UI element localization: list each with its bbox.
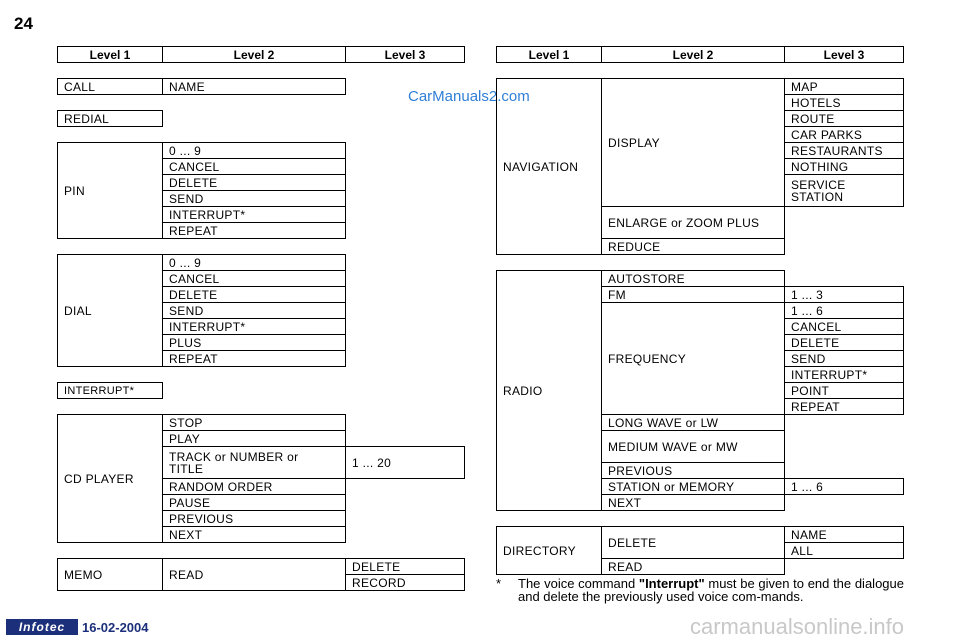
memo-read-cell: READ (162, 558, 346, 591)
infotec-logo: Infotec (6, 619, 78, 635)
right-header-level2: Level 2 (601, 46, 785, 63)
pin-cell: PIN (57, 142, 163, 239)
autostore-cell: AUTOSTORE (601, 270, 785, 287)
service-line1: SERVICE (791, 177, 846, 192)
freq-item: INTERRUPT* (784, 366, 904, 383)
call-cell: CALL (57, 78, 163, 95)
pin-item: INTERRUPT* (162, 206, 346, 223)
left-header-level3: Level 3 (345, 46, 465, 63)
freq-item: 1 ... 6 (784, 302, 904, 319)
dial-item: INTERRUPT* (162, 318, 346, 335)
dial-item: SEND (162, 302, 346, 319)
call-name-cell: NAME (162, 78, 346, 95)
site-watermark: carmanualsonline.info (690, 614, 905, 639)
directory-read-cell: READ (601, 558, 785, 575)
directory-delete-item: ALL (784, 542, 904, 559)
cd-item: PREVIOUS (162, 510, 346, 527)
footnote-star: * (496, 576, 502, 591)
station-range: 1 ... 6 (784, 478, 904, 495)
directory-cell: DIRECTORY (496, 526, 602, 575)
footnote-bold: "Interrupt" (638, 576, 705, 591)
station-memory-cell: STATION or MEMORY (601, 478, 785, 495)
right-header-level1: Level 1 (496, 46, 602, 63)
freq-item: SEND (784, 350, 904, 367)
redial-cell: REDIAL (57, 110, 163, 127)
footer-date: 16-02-2004 (82, 620, 149, 635)
navigation-cell: NAVIGATION (496, 78, 602, 255)
pin-item: DELETE (162, 174, 346, 191)
enlarge-cell: ENLARGE or ZOOM PLUS (601, 206, 785, 239)
left-header-level1: Level 1 (57, 46, 163, 63)
dial-item: DELETE (162, 286, 346, 303)
display-item: CAR PARKS (784, 126, 904, 143)
fm-cell: FM (601, 286, 785, 303)
display-item: RESTAURANTS (784, 142, 904, 159)
footnote-text-after: must be given to end the dialogue and delete the previously used voice com-mands. (518, 576, 904, 604)
cd-track-range: 1 ... 20 (345, 446, 465, 479)
directory-delete-item: NAME (784, 526, 904, 543)
cd-item: PLAY (162, 430, 346, 447)
cd-item: NEXT (162, 526, 346, 543)
dial-cell: DIAL (57, 254, 163, 367)
footnote-text-before: The voice command (518, 576, 639, 591)
pin-item: CANCEL (162, 158, 346, 175)
frequency-cell: FREQUENCY (601, 302, 785, 415)
watermark: CarManuals2.com (408, 88, 530, 105)
dial-item: CANCEL (162, 270, 346, 287)
dial-item: 0 ... 9 (162, 254, 346, 271)
cd-track-line1: TRACK or NUMBER or (169, 449, 299, 464)
memo-item: DELETE (345, 558, 465, 575)
display-cell: DISPLAY (601, 78, 785, 207)
radio-cell: RADIO (496, 270, 602, 511)
page-number: 24 (14, 14, 33, 33)
display-item: NOTHING (784, 158, 904, 175)
radio-next-cell: NEXT (601, 494, 785, 511)
interrupt-cell: INTERRUPT* (57, 382, 163, 399)
dial-item: REPEAT (162, 350, 346, 367)
footnote-text (518, 577, 904, 603)
display-item: ROUTE (784, 110, 904, 127)
long-wave-cell: LONG WAVE or LW (601, 414, 785, 431)
memo-item: RECORD (345, 574, 465, 591)
service-line2: STATION (791, 189, 844, 204)
directory-delete-cell: DELETE (601, 526, 785, 559)
cd-track-line2: TITLE (169, 461, 204, 476)
right-header-level3: Level 3 (784, 46, 904, 63)
memo-cell: MEMO (57, 558, 163, 591)
display-item: HOTELS (784, 94, 904, 111)
pin-item: REPEAT (162, 222, 346, 239)
radio-previous-cell: PREVIOUS (601, 462, 785, 479)
cd-player-cell: CD PLAYER (57, 414, 163, 543)
dial-item: PLUS (162, 334, 346, 351)
pin-item: 0 ... 9 (162, 142, 346, 159)
left-header-level2: Level 2 (162, 46, 346, 63)
fm-range: 1 ... 3 (784, 286, 904, 303)
cd-track-cell (162, 446, 346, 479)
freq-item: DELETE (784, 334, 904, 351)
medium-wave-cell: MEDIUM WAVE or MW (601, 430, 785, 463)
freq-item: REPEAT (784, 398, 904, 415)
cd-item: STOP (162, 414, 346, 431)
reduce-cell: REDUCE (601, 238, 785, 255)
cd-item: RANDOM ORDER (162, 478, 346, 495)
freq-item: POINT (784, 382, 904, 399)
freq-item: CANCEL (784, 318, 904, 335)
service-station-cell (784, 174, 904, 207)
display-item: MAP (784, 78, 904, 95)
cd-item: PAUSE (162, 494, 346, 511)
pin-item: SEND (162, 190, 346, 207)
